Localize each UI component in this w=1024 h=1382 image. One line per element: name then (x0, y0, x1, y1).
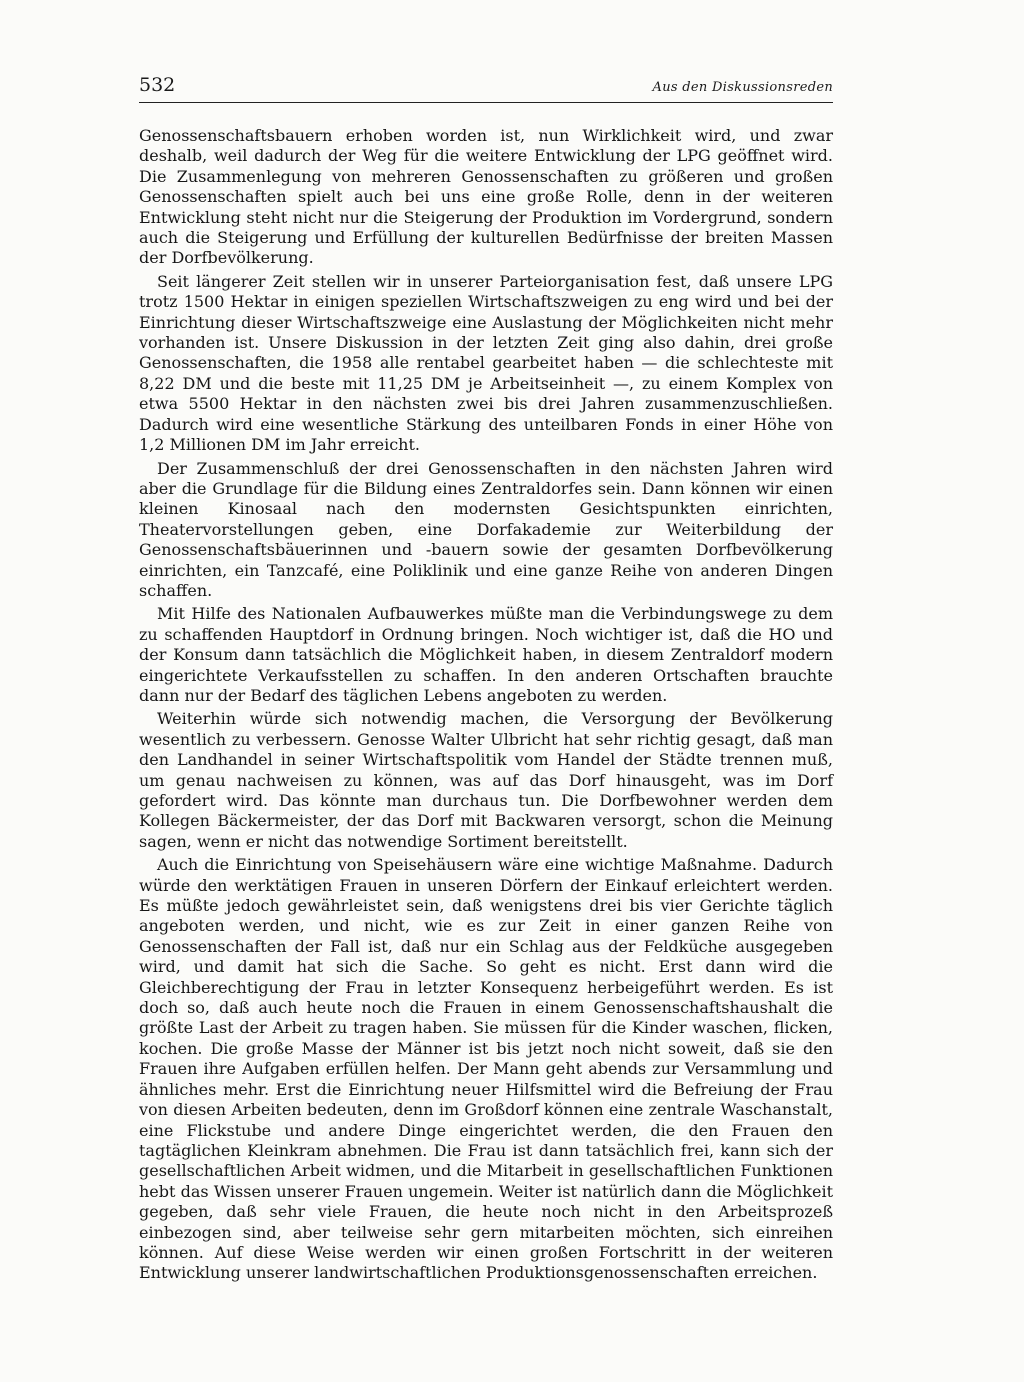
page-number: 532 (139, 74, 176, 96)
paragraph: Auch die Einrichtung von Speisehäusern wäre eine wichtige Maßnahme. Dadurch würde den werktätigen Frauen in unseren Dörfern der Einkauf erleichtert werden. Es müßte jedoch gewährleistet sein, daß wenigstens drei bis vier Gerichte täglich angeboten werden, und nicht, wie es zur Zeit in einer ganzen Reihe von Genossenschaften der Fall ist, daß nur ein Schlag aus der Feldküche ausgegeben wird, und damit hat sich die Sache. So geht es nicht. Erst dann wird die Gleichberechtigung der Frau in letzter Konsequenz herbeigeführt werden. Es ist doch so, daß auch heute noch die Frauen in einem Genossenschaftshaushalt die größte Last der Arbeit zu tragen haben. Sie müssen für die Kinder waschen, flicken, kochen. Die große Masse der Männer ist bis jetzt noch nicht soweit, daß sie den Frauen ihre Aufgaben erfüllen helfen. Der Mann geht abends zur Versammlung und ähnliches mehr. Erst die Einrichtung neuer Hilfsmittel wird die Befreiung der Frau von diesen Arbeiten bedeuten, denn im Großdorf können eine zentrale Waschanstalt, eine Flickstube und andere Dinge eingerichtet werden, die den Frauen den tagtäglichen Kleinkram abnehmen. Die Frau ist dann tatsächlich frei, kann sich der gesellschaftlichen Arbeit widmen, und die Mitarbeit in gesellschaftlichen Funktionen hebt das Wissen unserer Frauen ungemein. Weiter ist natürlich dann die Möglichkeit gegeben, daß sehr viele Frauen, die heute noch nicht in den Arbeitsprozeß einbezogen sind, aber teilweise sehr gern mitarbeiten möchten, sich einreihen können. Auf diese Weise werden wir einen großen Fortschritt in der weiteren Entwicklung unserer landwirtschaftlichen Produktionsgenossenschaften erreichen. (139, 855, 833, 1283)
paragraph: Mit Hilfe des Nationalen Aufbauwerkes müßte man die Verbindungswege zu dem zu schaffenden Hauptdorf in Ordnung bringen. Noch wichtiger ist, daß die HO und der Konsum dann tatsächlich die Möglichkeit haben, in diesem Zentraldorf modern eingerichtete Verkaufsstellen zu schaffen. In den anderen Ortschaften brauchte dann nur der Bedarf des täglichen Lebens angeboten zu werden. (139, 604, 833, 705)
running-head: Aus den Diskussionsreden (652, 80, 833, 95)
body-text (139, 126, 833, 1287)
paragraph: Genossenschaftsbauern erhoben worden ist, nun Wirklichkeit wird, und zwar deshalb, weil dadurch der Weg für die weitere Entwicklung der LPG geöffnet wird. Die Zusammenlegung von mehreren Genossenschaften zu größeren und großen Genossenschaften spielt auch bei uns eine große Rolle, denn in der weiteren Entwicklung steht nicht nur die Steigerung der Produktion im Vordergrund, sondern auch die Steigerung und Erfüllung der kulturellen Bedürfnisse der breiten Massen der Dorfbevölkerung. (139, 126, 833, 268)
paragraph: Seit längerer Zeit stellen wir in unserer Parteiorganisation fest, daß unsere LPG trotz 1500 Hektar in einigen speziellen Wirtschaftszweigen zu eng wird und bei der Einrichtung dieser Wirtschaftszweige eine Auslastung der Möglichkeiten nicht mehr vorhanden ist. Unsere Diskussion in der letzten Zeit ging also dahin, drei große Genossenschaften, die 1958 alle rentabel gearbeitet haben — die schlechteste mit 8,22 DM und die beste mit 11,25 DM je Arbeitseinheit —, zu einem Komplex von etwa 5500 Hektar in den nächsten zwei bis drei Jahren zusammenzuschließen. Dadurch wird eine wesentliche Stärkung des unteilbaren Fonds in einer Höhe von 1,2 Millionen DM im Jahr erreicht. (139, 271, 833, 455)
paragraph: Der Zusammenschluß der drei Genossenschaften in den nächsten Jahren wird aber die Grundlage für die Bildung eines Zentraldorfes sein. Dann können wir einen kleinen Kinosaal nach den modernsten Gesichtspunkten einrichten, Theatervorstellungen geben, eine Dorfakademie zur Weiterbildung der Genossenschaftsbäuerinnen und -bauern sowie der gesamten Dorfbevölkerung einrichten, ein Tanzcafé, eine Poliklinik und eine ganze Reihe von anderen Dingen schaffen. (139, 458, 833, 600)
paragraph: Weiterhin würde sich notwendig machen, die Versorgung der Bevölkerung wesentlich zu verbessern. Genosse Walter Ulbricht hat sehr richtig gesagt, daß man den Landhandel in seiner Wirtschaftspolitik vom Handel der Städte trennen muß, um genau nachweisen zu können, was auf das Dorf hinausgeht, was im Dorf gefordert wird. Das könnte man durchaus tun. Die Dorfbewohner werden dem Kollegen Bäckermeister, der das Dorf mit Backwaren versorgt, schon die Meinung sagen, wenn er nicht das notwendige Sortiment bereitstellt. (139, 709, 833, 851)
page-header (139, 68, 833, 103)
